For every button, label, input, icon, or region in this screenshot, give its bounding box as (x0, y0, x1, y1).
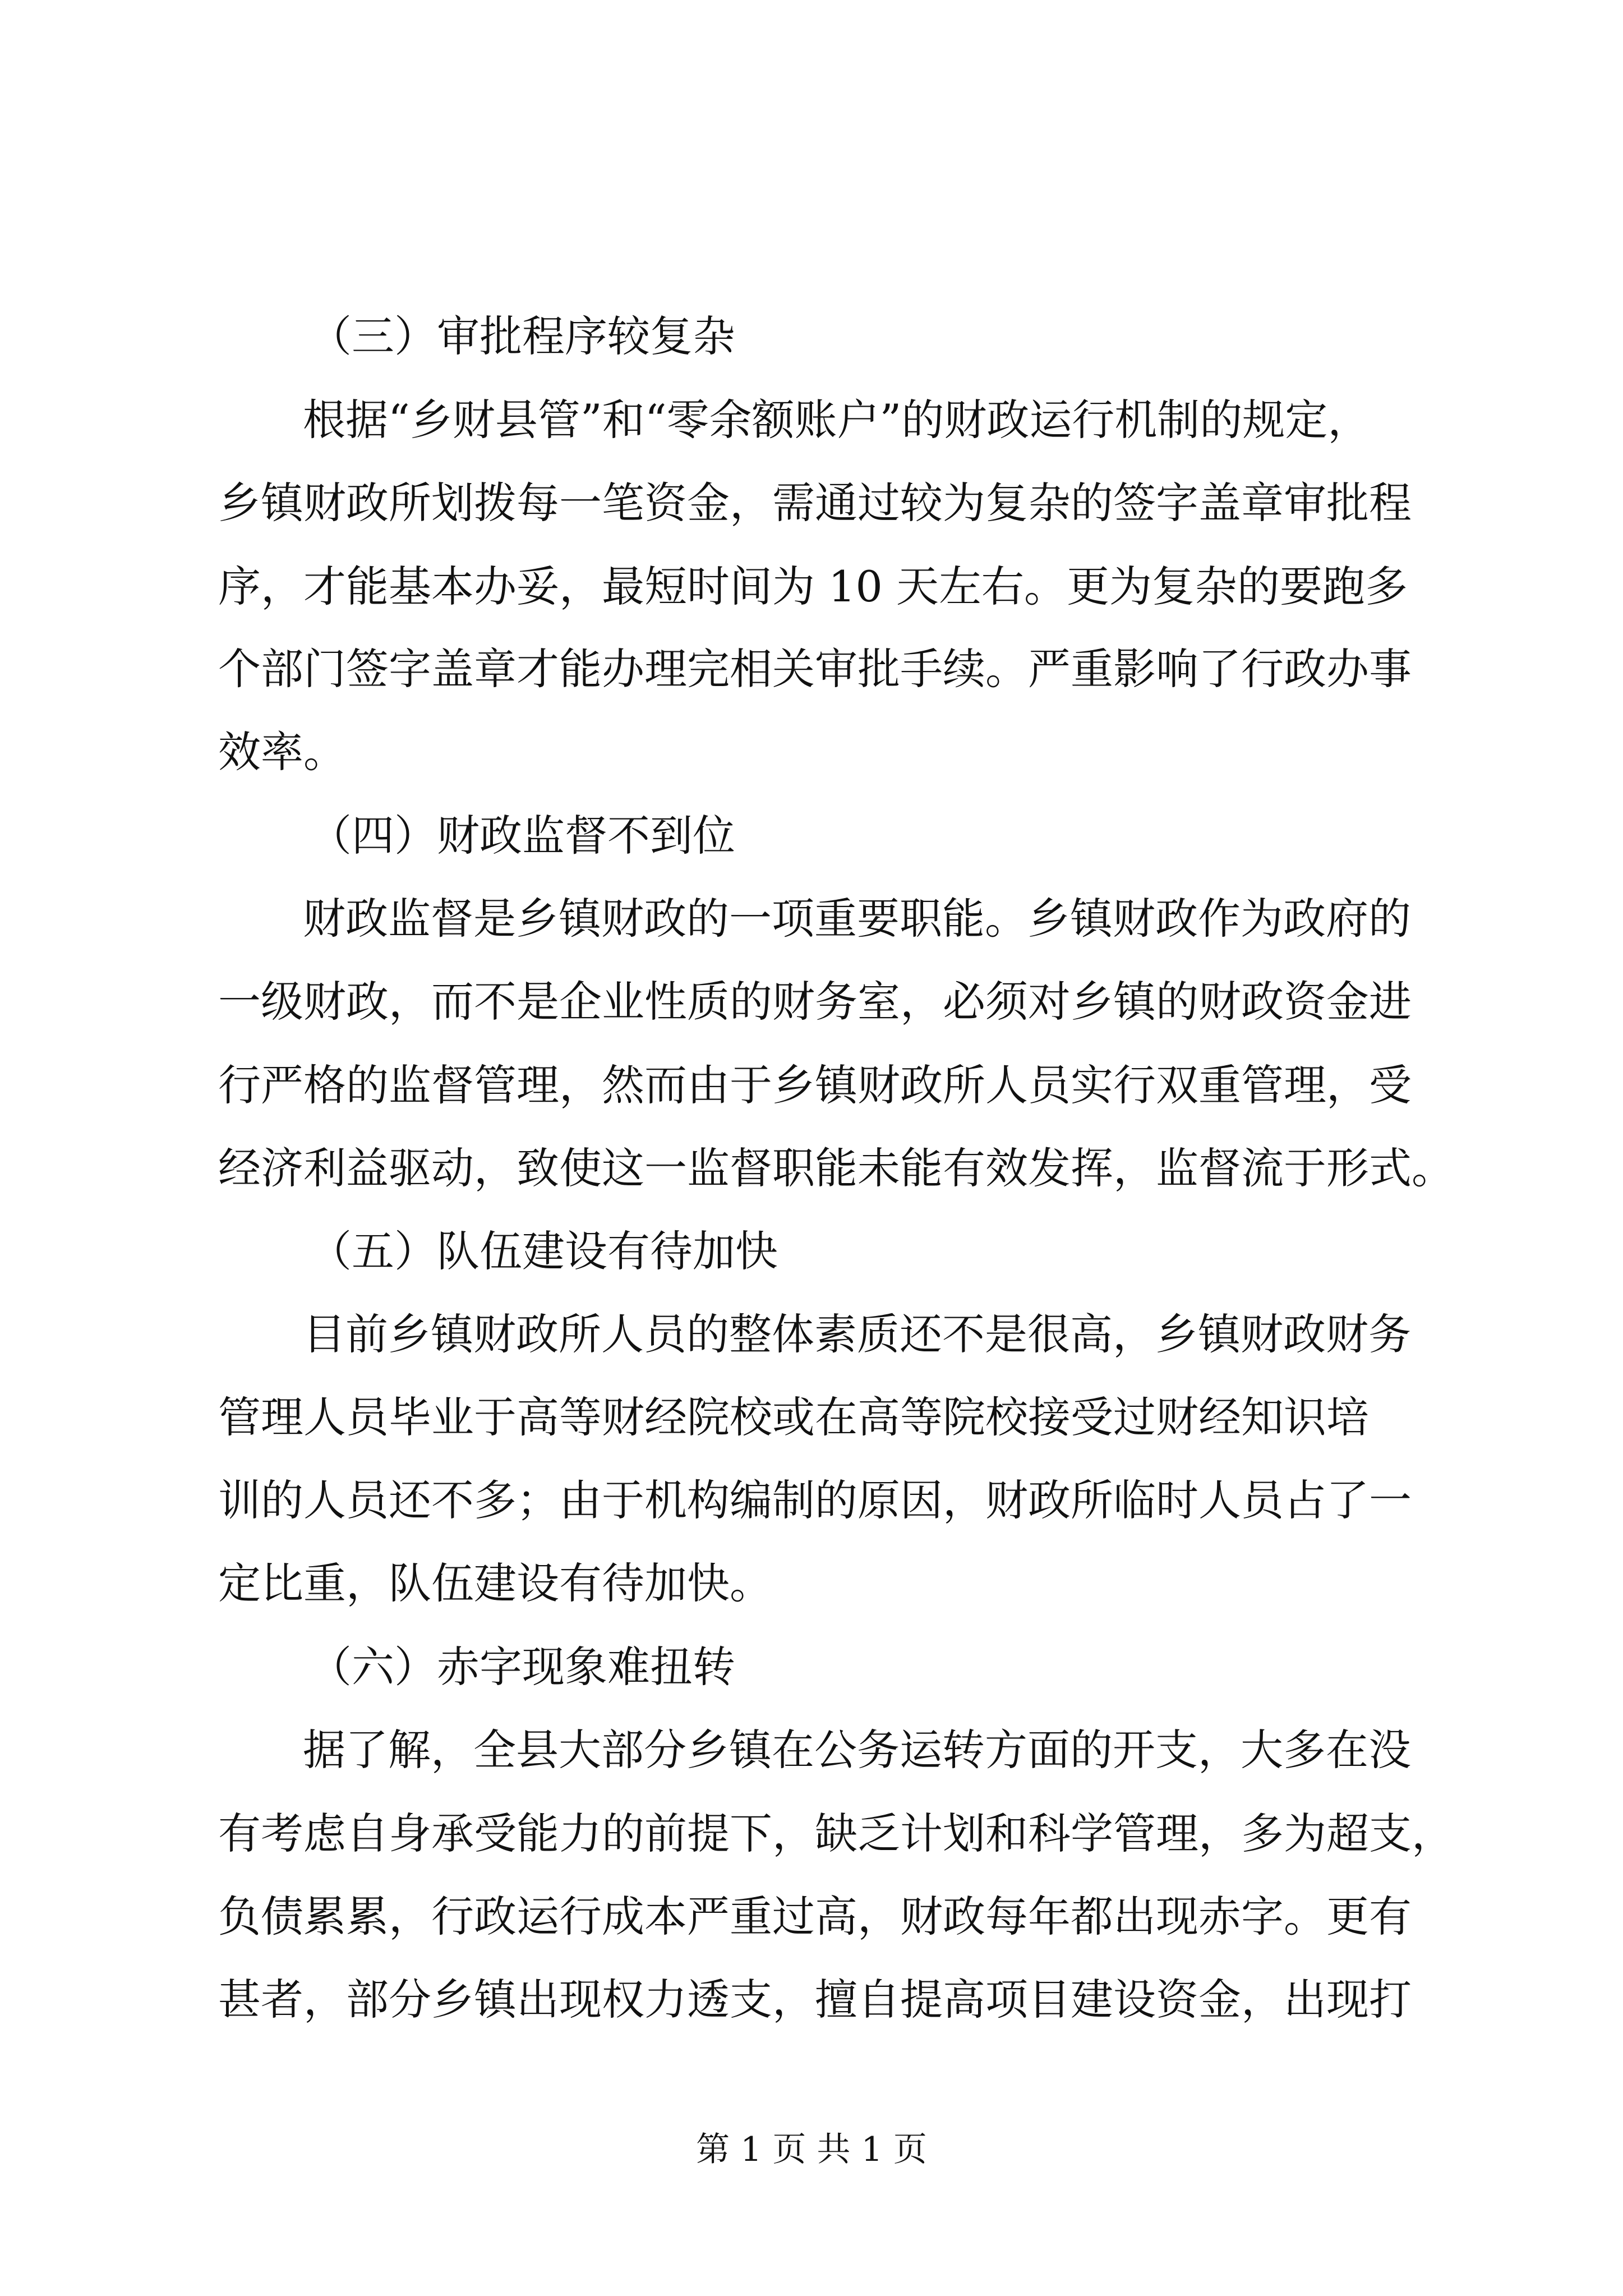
paragraph-line: 甚者，部分乡镇出现权力透支，擅自提高项目建设资金，出现打 (218, 1975, 1412, 2024)
paragraph-line: 一级财政，而不是企业性质的财务室，必须对乡镇的财政资金进 (218, 977, 1412, 1027)
page-number-footer: 第 1 页 共 1 页 (696, 2130, 927, 2169)
paragraph-line: 序，才能基本办妥，最短时间为 10 天左右。更为复杂的要跑多 (218, 562, 1408, 611)
paragraph-line: 效率。 (218, 727, 346, 777)
paragraph-line: 管理人员毕业于高等财经院校或在高等院校接受过财经知识培 (218, 1392, 1369, 1442)
paragraph-line: 经济利益驱动，致使这一监督职能未能有效发挥，监督流于形式。 (218, 1143, 1454, 1193)
section-heading-4: （四）财政监督不到位 (309, 811, 735, 861)
paragraph-line: 乡镇财政所划拨每一笔资金，需通过较为复杂的签字盖章审批程 (218, 478, 1412, 528)
section-heading-3: （三）审批程序较复杂 (309, 311, 735, 361)
section-heading-5: （五）队伍建设有待加快 (309, 1226, 778, 1276)
section-heading-6: （六）赤字现象难扭转 (309, 1642, 735, 1692)
paragraph-line: 个部门签字盖章才能办理完相关审批手续。严重影响了行政办事 (218, 644, 1412, 694)
paragraph-line: 训的人员还不多；由于机构编制的原因，财政所临时人员占了一 (218, 1475, 1412, 1525)
paragraph-line: 有考虑自身承受能力的前提下，缺乏计划和科学管理，多为超支， (218, 1809, 1454, 1858)
paragraph-line: 定比重，队伍建设有待加快。 (218, 1558, 772, 1608)
paragraph-line: 财政监督是乡镇财政的一项重要职能。乡镇财政作为政府的 (303, 894, 1411, 944)
paragraph-line: 目前乡镇财政所人员的整体素质还不是很高，乡镇财政财务 (303, 1309, 1411, 1359)
paragraph-line: 据了解，全县大部分乡镇在公务运转方面的开支，大多在没 (303, 1725, 1411, 1775)
paragraph-line: 行严格的监督管理，然而由于乡镇财政所人员实行双重管理，受 (218, 1060, 1412, 1110)
paragraph-line: 根据“乡财县管”和“零余额账户”的财政运行机制的规定， (303, 395, 1371, 445)
paragraph-line: 负债累累，行政运行成本严重过高，财政每年都出现赤字。更有 (218, 1892, 1412, 1941)
